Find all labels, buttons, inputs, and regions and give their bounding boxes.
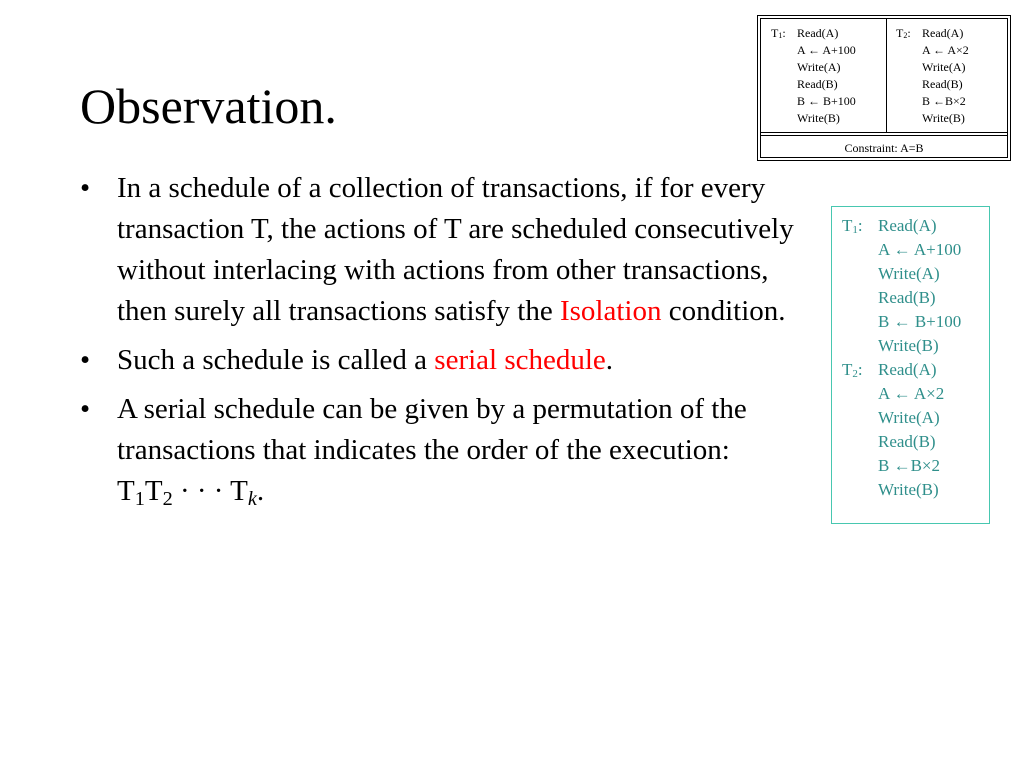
bullet-permutation bbox=[80, 389, 800, 512]
serial-t2-step: A ← A×2 bbox=[878, 384, 945, 403]
t2-step: Read(B) bbox=[922, 77, 963, 91]
isolation-highlight: Isolation bbox=[559, 295, 662, 327]
serial-t1-step: Write(B) bbox=[878, 336, 939, 355]
transaction-schedule-box bbox=[757, 15, 1011, 161]
t2-step: Write(A) bbox=[922, 60, 966, 74]
t1-step: Write(B) bbox=[797, 111, 840, 125]
schedule-divider bbox=[761, 132, 1007, 136]
t1-step: Write(A) bbox=[797, 60, 841, 74]
serial-t1-step: Read(B) bbox=[878, 288, 936, 307]
transaction-t2-column bbox=[886, 19, 1009, 132]
serial-t1-step: A ← A+100 bbox=[878, 240, 962, 259]
serial-t2-step: Read(B) bbox=[878, 432, 936, 451]
permutation-formula: $T_1T_2$ · · · $T_k$. bbox=[117, 475, 265, 511]
serial-t1-step: Write(A) bbox=[878, 264, 940, 283]
serial-schedule-box bbox=[831, 206, 990, 524]
t2-step: Write(B) bbox=[922, 111, 965, 125]
bullet-1-tail: condition. bbox=[661, 295, 786, 327]
serial-t1-step: Read(A) bbox=[878, 216, 937, 235]
bullet-2-text: Such a schedule is called a bbox=[117, 344, 435, 376]
bullet-2-tail: . bbox=[605, 344, 614, 376]
serial-t2-step: Write(B) bbox=[878, 480, 939, 499]
bullet-3-text: A serial schedule can be given by a permutation of the transactions that indicates the order of the execution: bbox=[117, 393, 747, 466]
t1-step: Read(A) bbox=[797, 26, 839, 40]
bullet-isolation bbox=[80, 168, 800, 332]
t2-step: A ← A×2 bbox=[922, 43, 969, 57]
transaction-t2-label: $T_2$: bbox=[896, 26, 911, 40]
serial-t2-step: Write(A) bbox=[878, 408, 940, 427]
slide-title: Observation. bbox=[80, 78, 337, 134]
transaction-t1-column bbox=[761, 19, 886, 132]
bullet-dot: • bbox=[80, 393, 91, 425]
bullet-serial-schedule bbox=[80, 340, 800, 381]
t2-step: B ←B×2 bbox=[922, 94, 966, 108]
serial-t1-label: $T_1$: bbox=[842, 216, 863, 236]
serial-t2-step: Read(A) bbox=[878, 360, 937, 379]
serial-t1-step: B ← B+100 bbox=[878, 312, 962, 331]
bullet-dot: • bbox=[80, 344, 91, 376]
bullet-list bbox=[80, 168, 800, 512]
constraint-label: Constraint: A=B bbox=[844, 141, 924, 155]
serial-schedule-highlight: serial schedule bbox=[434, 344, 606, 376]
bullet-1-text: In a schedule of a collection of transactions, if for every transaction T, the actions of T are scheduled consecutively without interlacing with actions from other transactions, then surely all transactions satisfy the bbox=[117, 172, 794, 327]
transaction-t1-label: $T_1$: bbox=[771, 26, 786, 40]
t1-step: Read(B) bbox=[797, 77, 838, 91]
serial-t2-step: B ←B×2 bbox=[878, 456, 941, 475]
t1-step: B ← B+100 bbox=[797, 94, 856, 108]
bullet-dot: • bbox=[80, 172, 91, 204]
t2-step: Read(A) bbox=[922, 26, 964, 40]
t1-step: A ← A+100 bbox=[797, 43, 856, 57]
serial-t2-label: $T_2$: bbox=[842, 360, 863, 380]
